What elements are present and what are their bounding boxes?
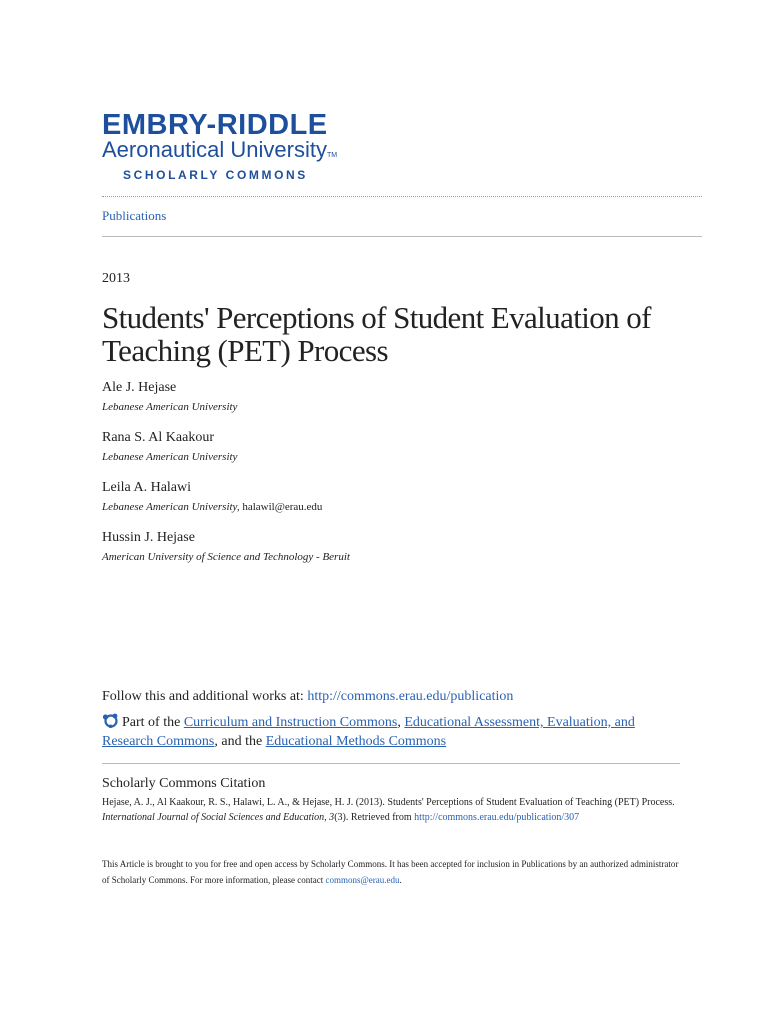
- author-name: Rana S. Al Kaakour: [102, 430, 214, 445]
- university-logo-name: EMBRY-RIDDLE: [102, 109, 328, 141]
- citation-text: [102, 795, 682, 825]
- methods-commons-link[interactable]: Educational Methods Commons: [265, 734, 447, 749]
- assessment-commons-link[interactable]: Educational Assessment, Evaluation, and Research Commons: [102, 715, 635, 749]
- network-icon: [102, 713, 119, 728]
- scholarly-commons-logo: SCHOLARLY COMMONS: [123, 168, 308, 182]
- logo-trademark: TM: [326, 152, 338, 159]
- contact-email-link[interactable]: commons@erau.edu: [325, 874, 400, 885]
- affiliation-text: Lebanese American University: [102, 501, 237, 513]
- collection-divider: [102, 236, 702, 237]
- part-of-separator: , and the: [214, 734, 266, 749]
- logo-subtitle-text: Aeronautical University: [102, 137, 327, 162]
- follow-url-link[interactable]: http://commons.erau.edu/publication: [307, 689, 514, 704]
- citation-journal: International Journal of Social Sciences and Education, 3: [102, 812, 335, 823]
- citation-issue: (3). Retrieved from: [334, 812, 415, 823]
- citation-authors-title: Hejase, A. J., Al Kaakour, R. S., Halawi, L. A., & Hejase, H. J. (2013). Students' Perceptions of Student Evaluation of Teaching (PET) Process.: [102, 797, 675, 808]
- author-name: Hussin J. Hejase: [102, 530, 195, 545]
- author-affiliation: Lebanese American University: [102, 451, 238, 463]
- header-divider: [102, 196, 702, 197]
- collection-link[interactable]: Publications: [102, 208, 167, 223]
- citation-url-link[interactable]: http://commons.erau.edu/publication/307: [414, 812, 580, 823]
- follow-line: [102, 689, 513, 705]
- access-notice-text: This Article is brought to you for free and open access by Scholarly Commons. It has been accepted for inclusion in Publications by an authorized administrator of Scholarly Commons. For more information, please contact: [102, 859, 679, 885]
- author-email: halawil@erau.edu: [242, 501, 323, 513]
- citation-divider: [102, 763, 680, 764]
- university-logo-subtitle: [102, 138, 337, 168]
- part-of-prefix: Part of the: [122, 715, 184, 730]
- author-name: Leila A. Halawi: [102, 480, 192, 495]
- access-notice: [102, 857, 682, 888]
- follow-label: Follow this and additional works at:: [102, 689, 308, 704]
- part-of-line: [102, 713, 662, 751]
- publication-year: 2013: [102, 271, 130, 286]
- curriculum-commons-link[interactable]: Curriculum and Instruction Commons: [183, 715, 398, 730]
- access-notice-end: .: [399, 874, 402, 885]
- author-affiliation: American University of Science and Technology - Beruit: [102, 551, 350, 563]
- article-title: Students' Perceptions of Student Evaluation of Teaching (PET) Process: [102, 300, 651, 368]
- part-of-separator: ,: [397, 715, 405, 730]
- author-affiliation: Lebanese American University, halawil@erau.edu: [102, 501, 323, 513]
- author-affiliation: Lebanese American University: [102, 401, 238, 413]
- citation-heading: Scholarly Commons Citation: [102, 776, 266, 791]
- author-name: Ale J. Hejase: [102, 380, 177, 395]
